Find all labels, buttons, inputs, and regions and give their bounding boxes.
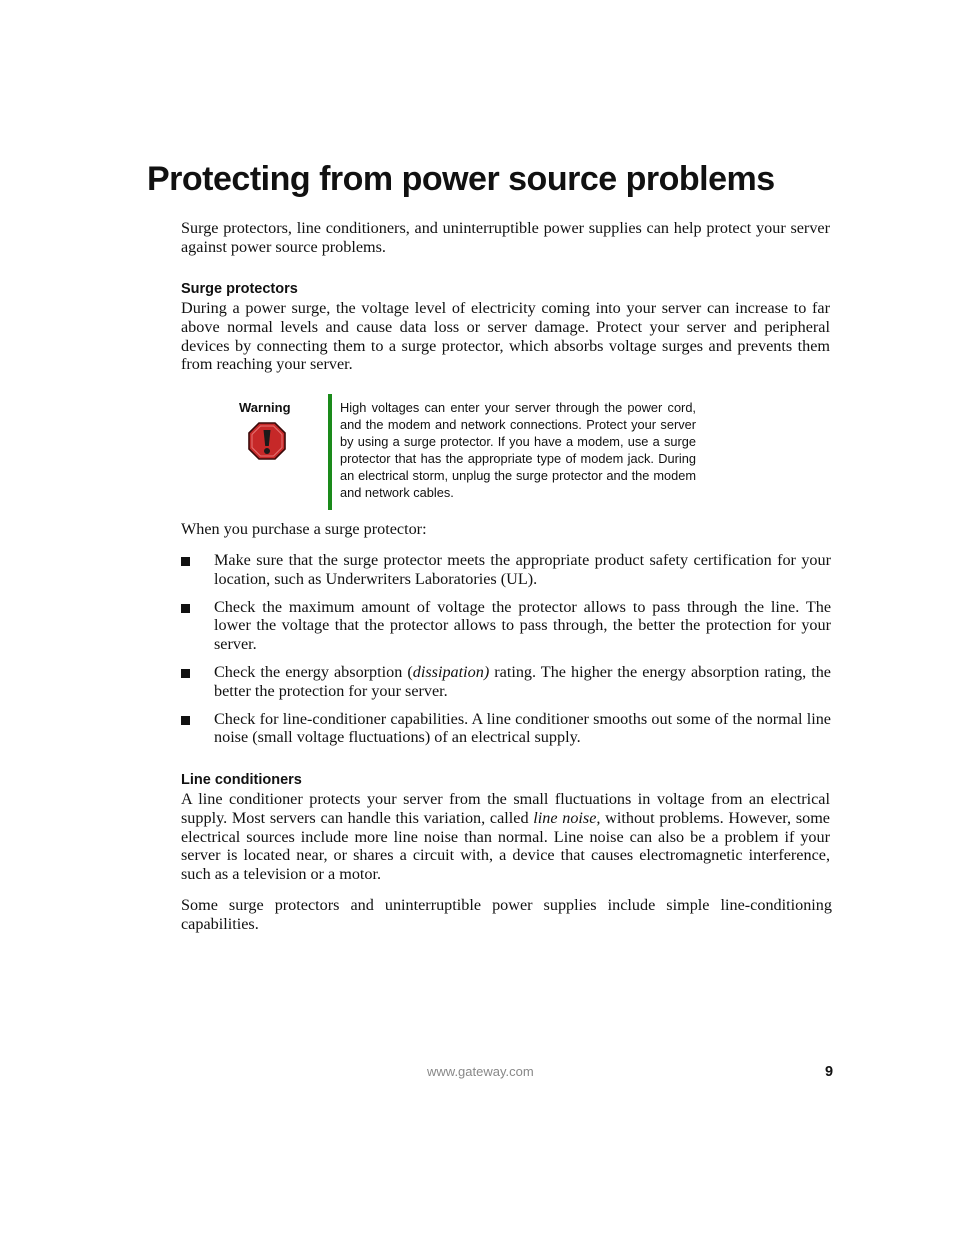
- bullet-square-icon: [181, 557, 190, 566]
- list-item-text: Check for line-conditioner capabilities. A line conditioner smooths out some of the normal line noise (small voltage fluctuations) of an electrical supply.: [214, 709, 831, 747]
- warning-label: Warning: [239, 400, 291, 415]
- dissipation-term: dissipation): [412, 662, 490, 681]
- footer-url: www.gateway.com: [427, 1064, 534, 1079]
- intro-paragraph: Surge protectors, line conditioners, and uninterruptible power supplies can help protect your server against power source problems.: [181, 219, 830, 256]
- list-item: [181, 551, 831, 589]
- list-item-text: Make sure that the surge protector meets the appropriate product safety certification for your location, such as Underwriters Laboratories (UL).: [214, 551, 831, 588]
- page-title: Protecting from power source problems: [147, 160, 775, 198]
- list-item-text: Check the maximum amount of voltage the protector allows to pass through the line. The lower the voltage that the protector allows to pass through, the better the protection for your server.: [214, 597, 831, 654]
- bullet-square-icon: [181, 716, 190, 725]
- list-item: [181, 710, 831, 748]
- surge-protectors-paragraph: During a power surge, the voltage level of electricity coming into your server can increase to far above normal levels and cause data loss or server damage. Protect your server and peripheral devices by connecting them to a surge protector, which absorbs voltage surges and prevents them from reaching your server.: [181, 299, 830, 374]
- surge-protectors-heading: Surge protectors: [181, 281, 298, 297]
- list-item-text: Check the energy absorption (dissipation) rating. The higher the energy absorption rating, the better the protection for your server.: [214, 662, 831, 700]
- bullet-square-icon: [181, 604, 190, 613]
- warning-divider-bar: [328, 394, 332, 510]
- purchase-checklist: [181, 551, 831, 756]
- purchase-intro: When you purchase a surge protector:: [181, 520, 427, 538]
- list-item: [181, 663, 831, 701]
- list-item: [181, 598, 831, 654]
- page-number: 9: [825, 1064, 834, 1080]
- line-conditioners-paragraph: A line conditioner protects your server from the small fluctuations in voltage from an electrical supply. Most servers can handle this variation, called line noise, without problems. However, some electrical sources include more line noise than normal. Line noise can also be a problem if your server is located near, or shares a circuit with, a device that causes electromagnetic interference, such as a television or a motor.: [181, 790, 830, 884]
- line-noise-term: line noise,: [533, 808, 601, 827]
- bullet-square-icon: [181, 669, 190, 678]
- line-conditioning-paragraph: Some surge protectors and uninterruptible power supplies include simple line-conditioning capabilities.: [181, 896, 832, 933]
- warning-octagon-icon: [248, 422, 286, 460]
- line-conditioners-heading: Line conditioners: [181, 772, 302, 788]
- warning-text: High voltages can enter your server through the power cord, and the modem and network connections. Protect your server by using a surge protector. If you have a modem, use a surge protector that has the appropriate type of modem jack. During an electrical storm, unplug the surge protector and the modem and network cables.: [340, 400, 696, 500]
